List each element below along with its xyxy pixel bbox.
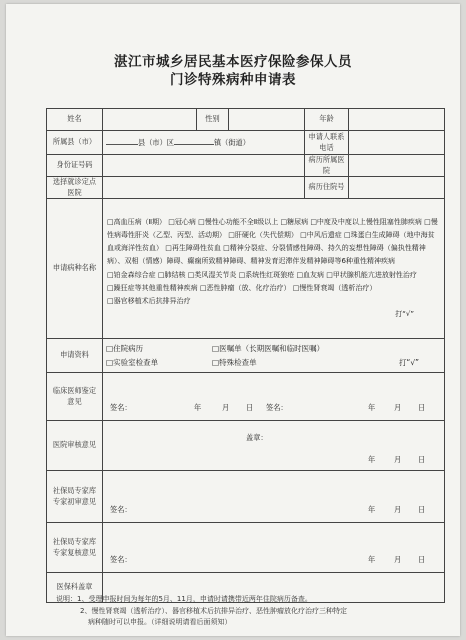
medical-seal-label: 医保科盖章 — [47, 573, 103, 603]
disease-checkbox[interactable]: □慢性心功能不全Ⅱ级以上 — [198, 217, 279, 226]
materials-label: 申请资料 — [47, 339, 103, 373]
hospital-review-label: 医院审核意见 — [47, 421, 103, 471]
clinical-opinion-cell[interactable] — [103, 373, 445, 421]
hospital-cell[interactable] — [349, 155, 445, 177]
disease-tick-instruction: 打“√” — [395, 310, 414, 319]
expert-initial-label: 社保局专家库专家初审意见 — [47, 471, 103, 523]
hospital-day: 日 — [418, 454, 426, 464]
disease-options[interactable] — [103, 199, 445, 339]
note-line-2: 2、慢性肾衰竭（透析治疗）、器官移植术后抗排异治疗、恶性肿瘤放化疗治疗三种特定 — [80, 606, 347, 615]
clinical-day-2: 日 — [418, 402, 426, 412]
materials-tick-instruction: 打“√” — [398, 357, 419, 367]
age-label: 年龄 — [305, 109, 349, 131]
disease-checkbox[interactable]: □甲状腺机能亢进放射性治疗 — [326, 270, 417, 279]
disease-checkbox[interactable]: □精神分裂症、分裂情感性障碍、持久的妄想性障碍（偏执性精神病）、双相（情感）障碍、癫痫所致精神障碍、精神发育迟滞伴发精神障碍等6种重性精神疾病 — [107, 244, 426, 266]
age-cell[interactable] — [349, 109, 445, 131]
disease-checkbox[interactable]: □肺结核 — [157, 270, 186, 279]
expert-review-day: 日 — [418, 554, 426, 564]
form-title-line2: 门诊特殊病种申请表 — [170, 72, 296, 88]
contact-cell[interactable] — [349, 131, 445, 155]
materials-options — [103, 339, 445, 373]
expert-review-year: 年 — [368, 554, 376, 564]
disease-checkbox[interactable]: □躁狂症等其他重性精神疾病 — [107, 283, 198, 292]
clinical-opinion-label: 临床医师鉴定意见 — [47, 373, 103, 421]
county-town-cell[interactable] — [103, 131, 305, 155]
disease-checkbox[interactable]: □珠蛋白生成障碍（地中海贫血或海洋性贫血） — [107, 230, 435, 253]
disease-checkbox[interactable]: □冠心病 — [168, 217, 196, 226]
clinical-day-1: 日 — [246, 402, 254, 412]
select-clinic-cell[interactable] — [103, 177, 305, 199]
disease-checkbox[interactable]: □类风湿关节炎 — [187, 270, 237, 279]
note-line-1: 说明：1、受理申报时间为每年的5月、11月，申请时请携带近两年住院病历备查。 — [56, 595, 312, 603]
clinical-month-2: 月 — [394, 402, 402, 412]
county-label: 所属县（市） — [47, 131, 103, 155]
county-text: 县（市）区 — [138, 137, 174, 147]
disease-checkbox[interactable]: □肝硬化（失代偿期） — [228, 230, 298, 239]
select-clinic-label: 选择就诊定点医院 — [47, 177, 103, 199]
expert-review-label: 社保局专家库专家复核意见 — [47, 523, 103, 573]
disease-checkbox[interactable]: □恶性肿瘤（放、化疗治疗） — [199, 283, 291, 292]
material-special-exam-checkbox[interactable]: □特殊检查单 — [212, 357, 257, 367]
clinical-month-1: 月 — [222, 402, 230, 412]
id-number-label: 身份证号码 — [47, 155, 103, 177]
disease-checkbox[interactable]: □中度及中度以上慢性阻塞性肺疾病 — [310, 217, 422, 226]
expert-review-cell[interactable] — [103, 523, 445, 573]
disease-checkbox[interactable]: □再生障碍性贫血 — [165, 244, 221, 253]
expert-initial-sign: 签名： — [110, 504, 132, 514]
disease-checkbox[interactable]: □糖尿病 — [280, 217, 309, 226]
gender-label: 性别 — [197, 109, 229, 131]
disease-label: 申请病种名称 — [47, 199, 103, 339]
disease-checkbox[interactable]: □铂金森综合症 — [107, 270, 156, 279]
application-form-table — [46, 108, 445, 603]
disease-list — [107, 218, 438, 305]
town-text: 镇（街道） — [213, 137, 250, 147]
disease-checkbox[interactable]: □血友病 — [296, 270, 325, 279]
name-label: 姓名 — [47, 109, 103, 131]
notes — [56, 594, 446, 629]
clinical-sign-2: 签名： — [266, 402, 288, 412]
hospital-seal: 盖章： — [246, 432, 268, 442]
disease-checkbox[interactable]: □器官移植术后抗排异治疗 — [107, 296, 191, 305]
town-blank — [174, 137, 214, 145]
material-inpatient-record-checkbox[interactable]: □住院病历 — [106, 343, 144, 353]
disease-checkbox[interactable]: □中风后遗症 — [300, 230, 342, 239]
county-blank — [106, 137, 138, 145]
material-orders-checkbox[interactable]: □医嘱单（长期医嘱和临时医嘱） — [212, 343, 325, 353]
expert-initial-month: 月 — [394, 504, 402, 514]
contact-label: 申请人联系电话 — [305, 131, 349, 155]
expert-initial-day: 日 — [418, 504, 426, 514]
expert-review-sign: 签名： — [110, 554, 132, 564]
id-number-cell[interactable] — [103, 155, 305, 177]
material-lab-test-checkbox[interactable]: □实验室检查单 — [106, 357, 159, 367]
hospital-year: 年 — [368, 454, 376, 464]
hospital-month: 月 — [394, 454, 402, 464]
clinical-year-1: 年 — [194, 402, 202, 412]
disease-checkbox[interactable]: □系统性红斑狼疮 — [238, 270, 295, 279]
record-number-label: 病历住院号 — [305, 177, 349, 199]
name-cell[interactable] — [103, 109, 197, 131]
form-title-line1: 湛江市城乡居民基本医疗保险参保人员 — [114, 54, 352, 70]
disease-checkbox[interactable]: □高血压病（Ⅱ期） — [107, 217, 167, 226]
clinical-year-2: 年 — [368, 402, 376, 412]
expert-review-month: 月 — [394, 554, 402, 564]
gender-cell[interactable] — [229, 109, 305, 131]
expert-initial-year: 年 — [368, 504, 376, 514]
note-line-3: 病种随时可以申报。（详细说明请看后面须知） — [88, 618, 232, 626]
record-number-cell[interactable] — [349, 177, 445, 199]
clinical-sign-1: 签名： — [110, 402, 132, 412]
hospital-label: 病历所属医院 — [305, 155, 349, 177]
disease-checkbox[interactable]: □慢性肾衰竭（透析治疗） — [292, 283, 377, 292]
expert-initial-cell[interactable] — [103, 471, 445, 523]
disease-checkbox[interactable]: □慢性病毒性肝炎（乙型、丙型、活动期） — [107, 217, 438, 239]
hospital-review-cell[interactable] — [103, 421, 445, 471]
